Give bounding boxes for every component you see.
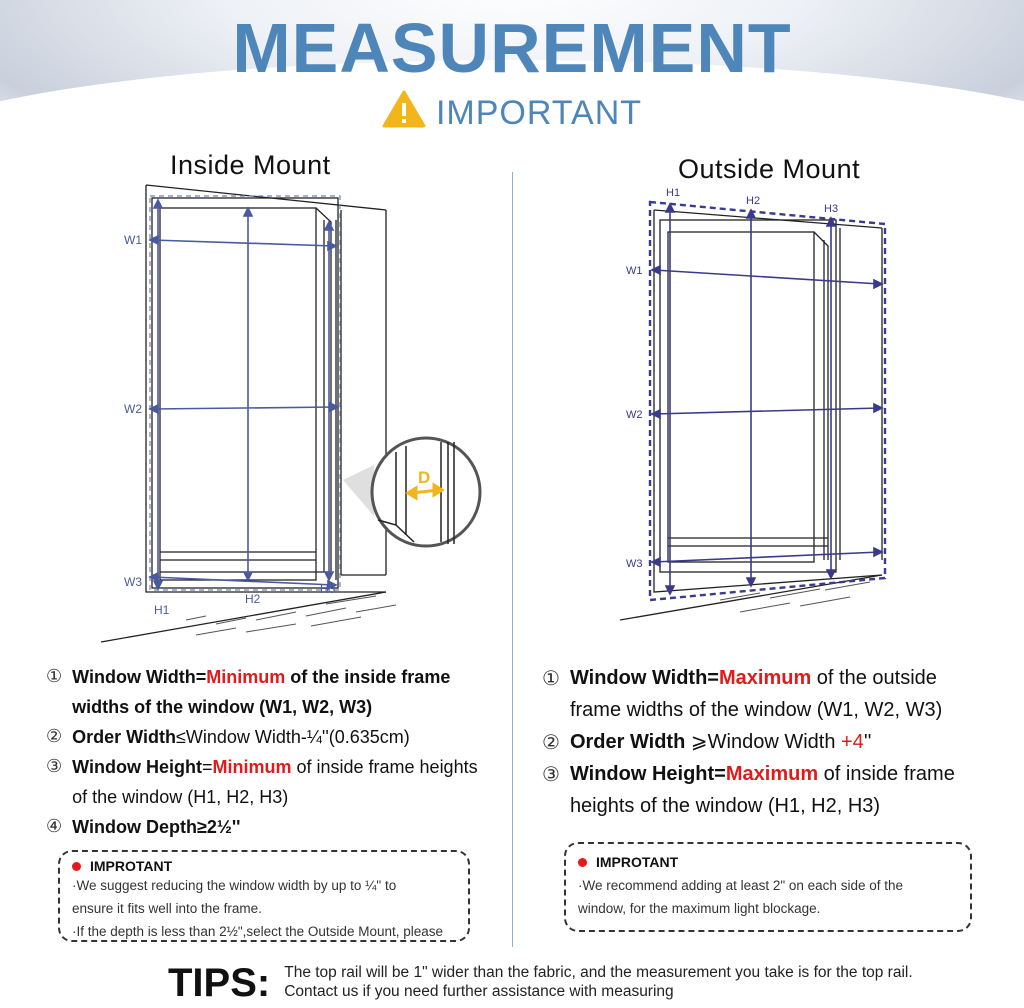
- tips-line-2: Contact us if you need further assistance with measuring: [284, 983, 674, 1000]
- outside-steps: [542, 662, 992, 822]
- red-dot-icon: [578, 858, 587, 867]
- outside-label-h1: H1: [666, 187, 681, 199]
- inside-label-h3: H3: [320, 582, 336, 596]
- inside-label-h2: H2: [245, 592, 261, 606]
- inside-important-note: IMPROTANT ·We suggest reducing the window width by up to ¼" to ensure it fits well into the frame. ·If the depth is less than 2½",select the Outside Mount, please: [58, 850, 470, 942]
- depth-label: D: [418, 468, 431, 487]
- outside-label-w2: W2: [626, 409, 643, 421]
- inside-step-4: ④ Window Depth≥2½'': [46, 816, 241, 837]
- warning-icon: [382, 90, 426, 137]
- inside-steps: [46, 662, 496, 842]
- outside-step-3: ③ Window Height=Maximum of inside frame heights of the window (H1, H2, H3): [542, 762, 955, 817]
- outside-label-w1: W1: [626, 265, 643, 277]
- outside-important-note: IMPROTANT ·We recommend adding at least 2" on each side of the window, for the maximum light blockage.: [564, 842, 972, 932]
- inside-label-w1: W1: [124, 233, 142, 247]
- outside-label-h2: H2: [746, 195, 761, 207]
- outside-step-2: ② Order Width ⩾Window Width +4'': [542, 730, 872, 754]
- outside-mount-title: Outside Mount: [678, 154, 861, 184]
- outside-label-h3: H3: [824, 203, 839, 215]
- tips-section: [168, 960, 913, 1006]
- inside-step-2: ② Order Width≤Window Width-¼''(0.635cm): [46, 726, 410, 747]
- red-dot-icon: [72, 862, 81, 871]
- inside-label-w3: W3: [124, 575, 142, 589]
- outside-label-w3: W3: [626, 558, 643, 570]
- tips-line-1: The top rail will be 1" wider than the fabric, and the measurement you take is for the top rail.: [284, 964, 913, 981]
- inside-mount-title: Inside Mount: [170, 150, 331, 180]
- inside-step-1: ① Window Width=Minimum of the inside frame widths of the window (W1, W2, W3): [46, 666, 451, 717]
- inside-step-3: ③ Window Height=Minimum of inside frame heights of the window (H1, H2, H3): [46, 756, 478, 807]
- important-heading: [0, 90, 1024, 137]
- outside-step-1: ① Window Width=Maximum of the outside frame widths of the window (W1, W2, W3): [542, 666, 943, 721]
- inside-label-w2: W2: [124, 402, 142, 416]
- tips-label: TIPS:: [168, 961, 271, 1005]
- inside-mount-diagram: [96, 180, 496, 650]
- inside-label-h1: H1: [154, 603, 170, 617]
- column-divider: [512, 172, 513, 947]
- important-label: IMPORTANT: [435, 94, 643, 132]
- outside-mount-diagram: [610, 180, 910, 630]
- page-title: MEASUREMENT: [232, 9, 792, 87]
